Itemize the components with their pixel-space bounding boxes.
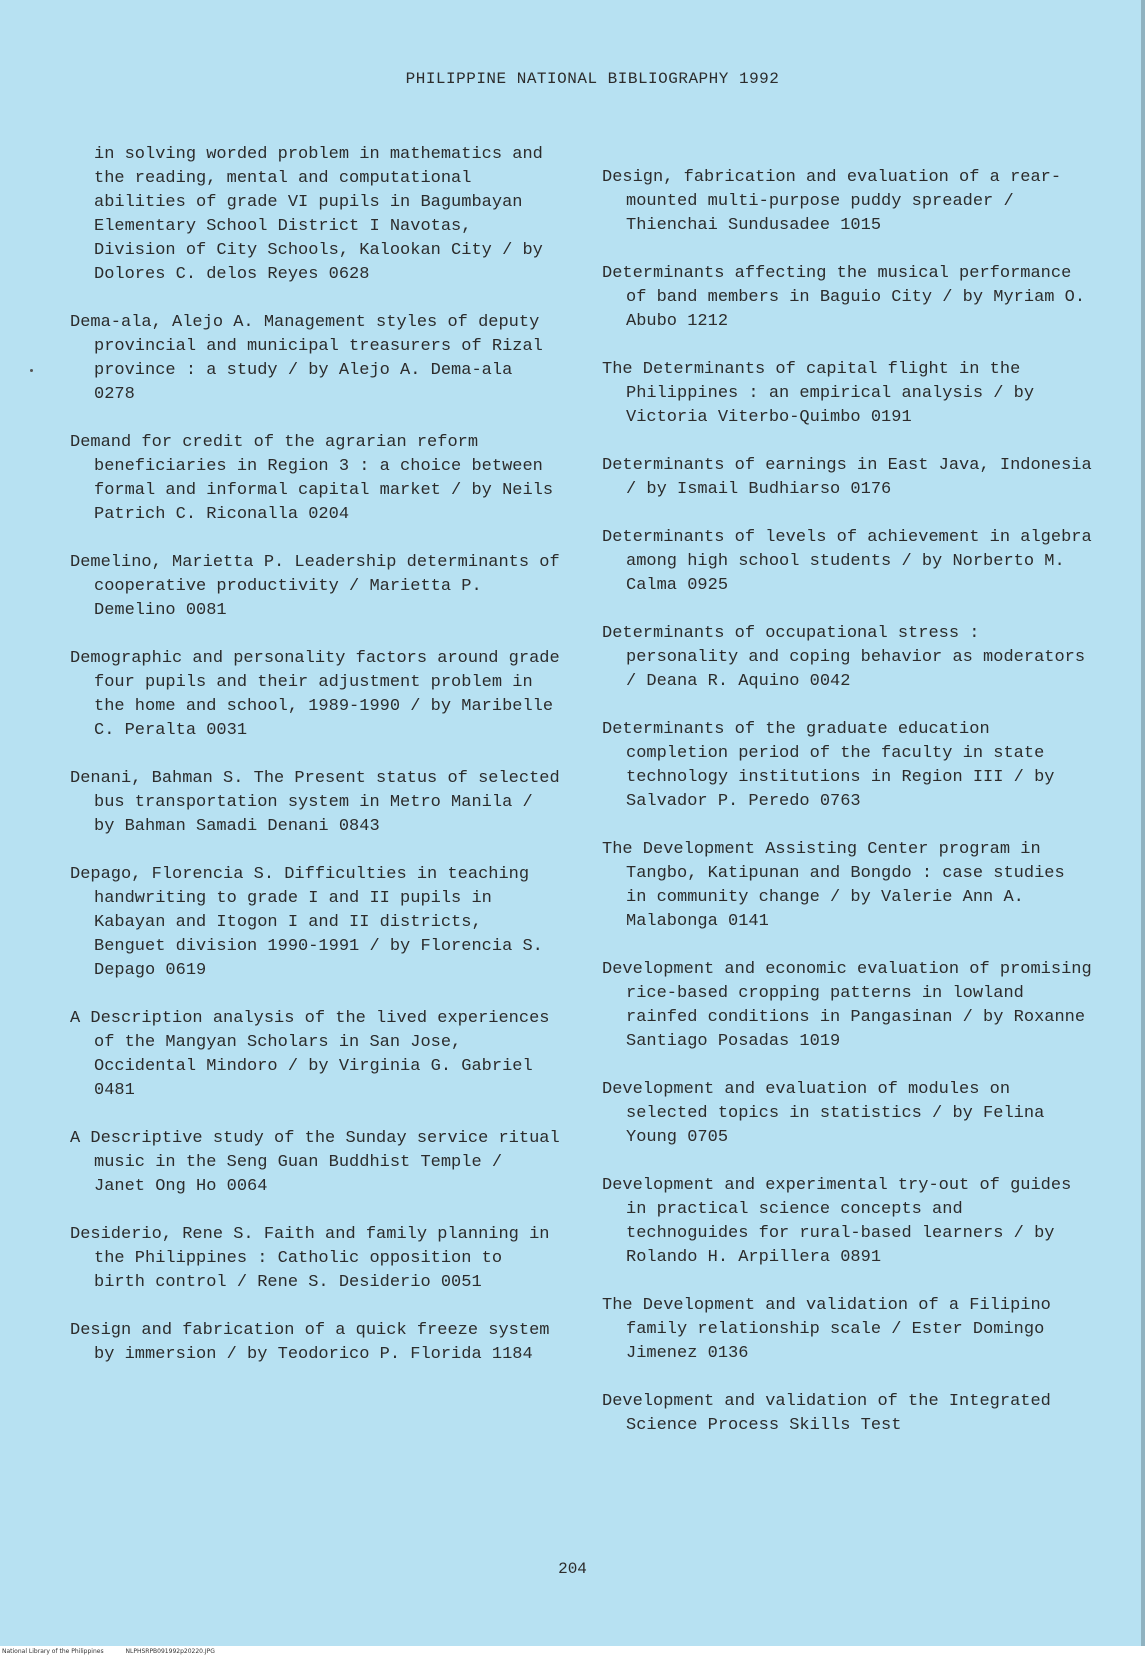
bibliography-entry: The Determinants of capital flight in the Philippines : an empirical analysis / by Victoria Viterbo-Quimbo 0191 — [602, 360, 1035, 427]
bibliography-entry: Determinants of occupational stress : personality and coping behavior as moderators / Deana R. Aquino 0042 — [602, 624, 1086, 691]
scan-speck — [30, 369, 33, 372]
bibliography-entry: Determinants of earnings in East Java, Indonesia / by Ismail Budhiarso 0176 — [602, 456, 1092, 499]
page-header: PHILIPPINE NATIONAL BIBLIOGRAPHY 1992 — [405, 70, 780, 88]
bibliography-entry: A Description analysis of the lived experiences of the Mangyan Scholars in San Jose, Occidental Mindoro / by Virginia G. Gabriel 0481 — [70, 1009, 550, 1100]
bibliography-entry: Determinants of levels of achievement in algebra among high school students / by Norberto M. Calma 0925 — [602, 528, 1092, 595]
bibliography-entry: Determinants of the graduate education completion period of the faculty in state technology institutions in Region III / by Salvador P. Peredo 0763 — [602, 720, 1055, 811]
bibliography-entry: Depago, Florencia S. Difficulties in teaching handwriting to grade I and II pupils in Kabayan and Itogon I and II districts, Benguet division 1990-1991 / by Florencia S. Depago 0619 — [70, 865, 543, 980]
bibliography-entry: Design, fabrication and evaluation of a rear-mounted multi-purpose puddy spreader / Thienchai Sundusadee 1015 — [602, 168, 1062, 235]
footer-file: NLPHSRPB091992p20220.JPG — [125, 1648, 215, 1655]
bibliography-entry: Design and fabrication of a quick freeze system by immersion / by Teodorico P. Florida 1184 — [70, 1321, 550, 1364]
right-column — [602, 166, 1092, 1462]
bibliography-entry: in solving worded problem in mathematics and the reading, mental and computational abilities of grade VI pupils in Bagumbayan Elementary School District I Navotas, Division of City Schools, Kalookan City / by Dolores C. delos Reyes 0628 — [94, 145, 543, 284]
bibliography-entry: Development and experimental try-out of guides in practical science concepts and technoguides for rural-based learners / by Rolando H. Arpillera 0891 — [602, 1176, 1072, 1267]
scan-footer — [0, 1646, 1145, 1658]
bibliography-entry: Demand for credit of the agrarian reform beneficiaries in Region 3 : a choice between formal and informal capital market / by Neils Patrich C. Riconalla 0204 — [70, 433, 554, 524]
bibliography-entry: Development and evaluation of modules on selected topics in statistics / by Felina Young 0705 — [602, 1080, 1045, 1147]
footer-library: National Library of the Philippines — [2, 1648, 104, 1655]
page-edge-shadow — [1141, 0, 1145, 1658]
bibliography-entry: Demographic and personality factors around grade four pupils and their adjustment problem in the home and school, 1989-1990 / by Maribelle C. Peralta 0031 — [70, 649, 560, 740]
bibliography-entry: Development and economic evaluation of promising rice-based cropping patterns in lowland rainfed conditions in Pangasinan / by Roxanne Santiago Posadas 1019 — [602, 960, 1092, 1051]
bibliography-entry: Desiderio, Rene S. Faith and family planning in the Philippines : Catholic opposition to birth control / Rene S. Desiderio 0051 — [70, 1225, 550, 1292]
bibliography-entry: A Descriptive study of the Sunday service ritual music in the Seng Guan Buddhist Temple / Janet Ong Ho 0064 — [70, 1129, 560, 1196]
bibliography-entry: Dema-ala, Alejo A. Management styles of deputy provincial and municipal treasurers of Rizal province : a study / by Alejo A. Dema-ala 0278 — [70, 313, 543, 404]
page-number: 204 — [558, 1560, 587, 1578]
bibliography-entry: Development and validation of the Integrated Science Process Skills Test — [602, 1392, 1051, 1435]
bibliography-entry: The Development Assisting Center program in Tangbo, Katipunan and Bongdo : case studies in community change / by Valerie Ann A. Malabonga 0141 — [602, 840, 1065, 931]
bibliography-entry: Denani, Bahman S. The Present status of selected bus transportation system in Metro Manila / by Bahman Samadi Denani 0843 — [70, 769, 560, 836]
bibliography-entry: Demelino, Marietta P. Leadership determinants of cooperative productivity / Marietta P. Demelino 0081 — [70, 553, 560, 620]
left-column — [70, 143, 560, 1391]
bibliography-entry: The Development and validation of a Filipino family relationship scale / Ester Domingo Jimenez 0136 — [602, 1296, 1051, 1363]
bibliography-entry: Determinants affecting the musical performance of band members in Baguio City / by Myriam O. Abubo 1212 — [602, 264, 1086, 331]
